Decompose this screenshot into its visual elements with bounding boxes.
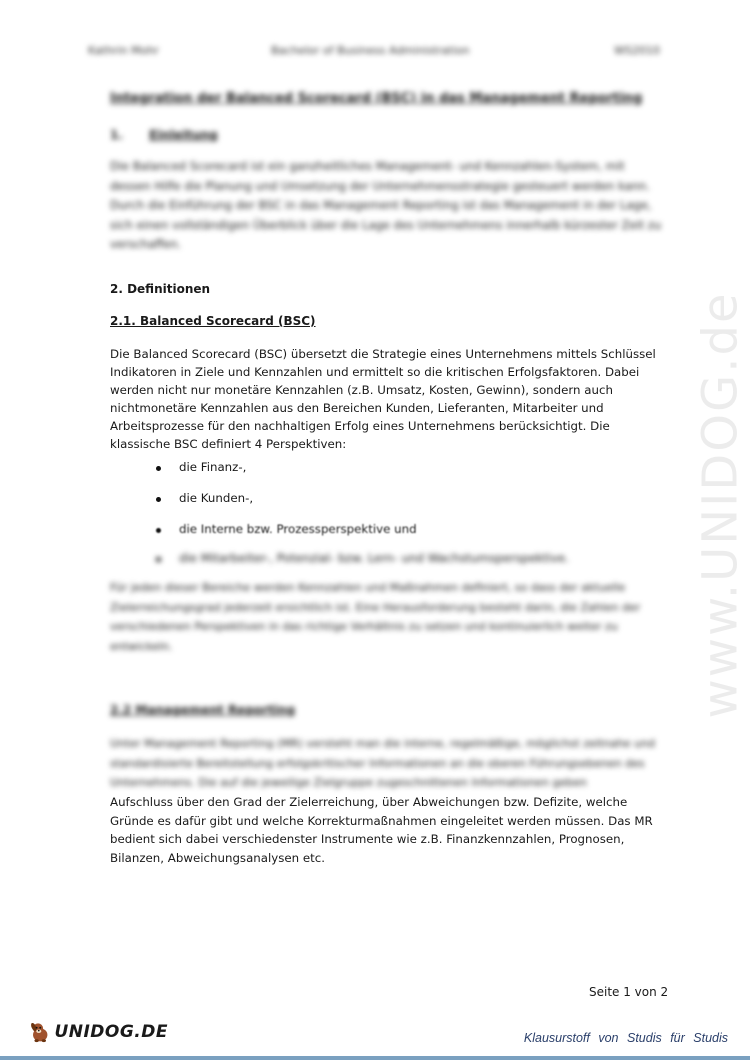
bullet-icon xyxy=(156,528,161,533)
unidog-logo[interactable] xyxy=(28,1016,168,1048)
bullet-icon xyxy=(156,466,161,471)
logo-text: UNIDOG.DE xyxy=(54,1022,168,1042)
intro-heading xyxy=(110,128,218,142)
bsc-followup-paragraph: Für jeden dieser Bereiche werden Kennzahlen und Maßnahmen definiert, so dass der aktuelle Zielerreichungsgrad jederzeit ersichtlich ist. Eine Herausforderung besteht darin, die Zahlen der verschiedenen Perspektiven in das richtige Verhältnis zu setzen und kontinuierlich weiter zu entwickeln. xyxy=(110,581,641,653)
bullet-icon xyxy=(156,557,161,562)
mr-heading: 2.2 Management Reporting xyxy=(110,703,296,717)
footer-slogan: Klausurstoff von Studis für Studis xyxy=(523,1031,728,1045)
mr-paragraph: Aufschluss über den Grad der Zielerreichung, über Abweichungen bzw. Defizite, welche Gründe es dafür gibt und welche Korrekturmaßnahmen eingeleitet werden müssen. Das MR bedient sich dabei verschiedenster Instrumente wie z.B. Finanzkennzahlen, Prognosen, Bilanzen, Abweichungsanalysen etc. xyxy=(110,795,653,865)
intro-paragraph: Die Balanced Scorecard ist ein ganzheitliches Management- und Kennzahlen-System, mit dessen Hilfe die Planung und Umsetzung der Unternehmensstrategie gesteuert werden kann. Durch die Einführung der BSC in das Management Reporting ist das Management in der Lage, sich einen vollständigen Überblick über die Lage des Unternehmens innerhalb kürzester Zeit zu verschaffen. xyxy=(110,159,662,251)
header-term: WS2010 xyxy=(614,44,660,57)
bullet-icon xyxy=(156,497,161,502)
bsc-heading: 2.1. Balanced Scorecard (BSC) xyxy=(110,314,316,328)
bsc-paragraph: Die Balanced Scorecard (BSC) übersetzt die Strategie eines Unternehmens mittels Schlüssel Indikatoren in Ziele und Kennzahlen und ermittelt so die kritischen Erfolgsfaktoren. Dabei werden nicht nur monetäre Kennzahlen (z.B. Umsatz, Kosten, Gewinn), sondern auch nichtmonetäre Kennzahlen aus den Bereichen Kunden, Lieferanten, Mitarbeiter und Arbeitsprozesse für den nachhaltigen Erfolg eines Unternehmens berücksichtigt. Die klassische BSC definiert 4 Perspektiven: xyxy=(110,347,656,451)
page-number: Seite 1 von 2 xyxy=(589,985,669,999)
dog-mascot-icon xyxy=(28,1016,52,1048)
footer-divider xyxy=(0,1056,750,1060)
watermark xyxy=(690,280,750,730)
intro-heading-text: Einleitung xyxy=(149,128,218,142)
list-item-text: die Kunden-, xyxy=(179,491,254,505)
document-title: Integration der Balanced Scorecard (BSC) in das Management Reporting xyxy=(110,91,643,106)
watermark-text: www.UNIDOG.de xyxy=(692,291,749,719)
page-header xyxy=(88,44,660,62)
list-item-text: die Mitarbeiter-, Potenzial- bzw. Lern- und Wachstumsperspektive. xyxy=(179,551,569,565)
definitions-heading: 2. Definitionen xyxy=(110,282,211,296)
list-item-text: die Finanz-, xyxy=(179,460,247,474)
list-item-text: die Interne bzw. Prozessperspektive und xyxy=(179,522,417,536)
mr-paragraph-blurred: Unter Management Reporting (MR) versteht man die interne, regelmäßige, möglichst zeitnahe und standardisierte Bereitstellung erfolgskritischer Informationen an die oberen Führungsebenen des Unternehmens. Die auf die jeweilige Zielgruppe zugeschnittenen Informationen geben xyxy=(110,737,655,789)
header-author: Kathrin Mohr xyxy=(88,44,159,57)
header-course: Bachelor of Business Administration xyxy=(271,44,470,57)
intro-heading-number: 1. xyxy=(110,128,123,142)
